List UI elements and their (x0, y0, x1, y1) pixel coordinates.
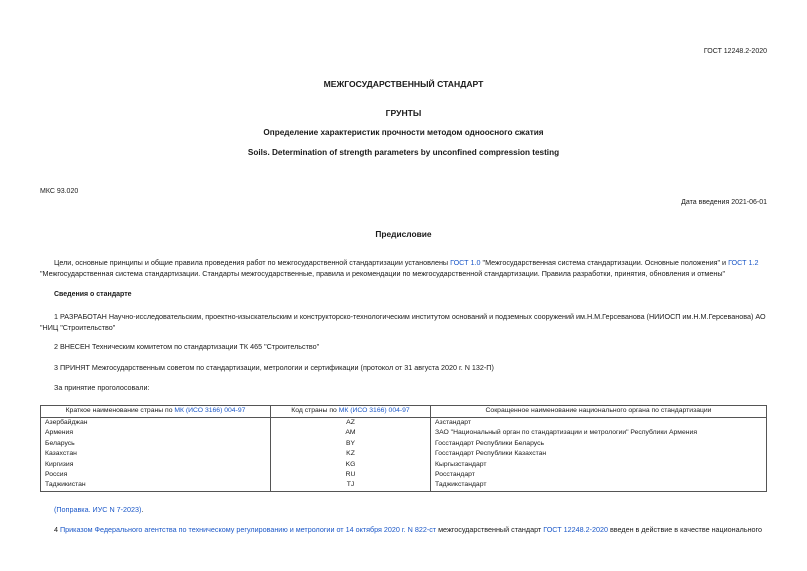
table-row (41, 418, 767, 429)
amendment-note: (Поправка. ИУС N 7-2023). (54, 505, 144, 514)
country-name: Беларусь (41, 439, 271, 449)
item-4-enacted: 4 Приказом Федерального агентства по техническому регулированию и метрологии от 14 октября 2020 г. N 822-ст межгосударственный стандарт ГОСТ 12248.2-2020 введен в действие в качестве национального (54, 525, 763, 534)
standards-body: Кыргызстандарт (431, 460, 767, 470)
gost-1-2-link[interactable]: ГОСТ 1.2 (728, 258, 759, 267)
country-code: RU (271, 470, 431, 480)
country-code: KZ (271, 449, 431, 459)
country-name: Казахстан (41, 449, 271, 459)
voted-label: За принятие проголосовали: (54, 383, 150, 392)
standards-body: Госстандарт Республики Казахстан (431, 449, 767, 459)
amendment-link[interactable]: (Поправка. ИУС N 7-2023) (54, 505, 142, 514)
table-row (41, 480, 767, 491)
standards-body: Госстандарт Республики Беларусь (431, 439, 767, 449)
table-row (41, 449, 767, 459)
header-country-code: Код страны по МК (ИСО 3166) 004-97 (271, 406, 431, 418)
intro-date: Дата введения 2021-06-01 (681, 199, 767, 206)
mk-iso-link-col1[interactable]: МК (ИСО 3166) 004-97 (174, 407, 246, 415)
rosstandart-order-link[interactable]: Приказом Федерального агентства по техническому регулированию и метрологии от 14 октября 2020 г. N 822-ст (60, 525, 437, 534)
preface-paragraph-1: Цели, основные принципы и общие правила проведения работ по межгосударственной стандартизации установлены ГОСТ 1.0 "Межгосударственная система стандартизации. Основные положения" и ГОСТ 1.2 "Межгосударственная система стандартизации. Стандарты межгосударственные, правила и рекомендации по межгосударственной стандартизации. Правила разработки, принятия, обновления и отмены" (40, 258, 759, 278)
info-heading: Сведения о стандарте (54, 291, 132, 298)
country-name: Таджикистан (41, 480, 271, 491)
country-code: AZ (271, 418, 431, 429)
country-code: KG (271, 460, 431, 470)
gost-12248-2-link[interactable]: ГОСТ 12248.2-2020 (543, 525, 608, 534)
standards-body: Азстандарт (431, 418, 767, 429)
header-standards-body: Сокращенное наименование национального органа по стандартизации (431, 406, 767, 418)
country-code: TJ (271, 480, 431, 491)
item-1-developed: 1 РАЗРАБОТАН Научно-исследовательским, проектно-изыскательским и конструкторско-технологическим институтом оснований и подземных сооружений им.Н.М.Герсеванова (НИИОСП им.Н.М.Герсеванова) АО "НИЦ "Строительство" (40, 312, 766, 332)
countries-table (40, 405, 767, 492)
document-code: ГОСТ 12248.2-2020 (703, 48, 767, 55)
header-country-name: Краткое наименование страны по МК (ИСО 3166) 004-97 (41, 406, 271, 418)
standards-body: Таджикстандарт (431, 480, 767, 491)
country-name: Азербайджан (41, 418, 271, 429)
standards-body: ЗАО "Национальный орган по стандартизации и метрологии" Республики Армения (431, 428, 767, 438)
table-header-row (41, 406, 767, 418)
standard-subject: ГРУНТЫ (385, 108, 422, 118)
standard-kind: МЕЖГОСУДАРСТВЕННЫЙ СТАНДАРТ (323, 79, 484, 89)
table-row (41, 460, 767, 470)
item-2-introduced: 2 ВНЕСЕН Техническим комитетом по стандартизации ТК 465 "Строительство" (54, 342, 320, 351)
item-3-adopted: 3 ПРИНЯТ Межгосударственным советом по стандартизации, метрологии и сертификации (протокол от 31 августа 2020 г. N 132-П) (54, 363, 494, 372)
mk-iso-link-col2[interactable]: МК (ИСО 3166) 004-97 (338, 407, 410, 415)
mks-code: МКС 93.020 (40, 188, 79, 195)
country-code: BY (271, 439, 431, 449)
table-row (41, 470, 767, 480)
standard-title-ru: Определение характеристик прочности методом одноосного сжатия (263, 128, 544, 137)
country-name: Киргизия (41, 460, 271, 470)
table-row (41, 428, 767, 438)
country-code: AM (271, 428, 431, 438)
country-name: Россия (41, 470, 271, 480)
country-name: Армения (41, 428, 271, 438)
gost-1-0-link[interactable]: ГОСТ 1.0 (450, 258, 481, 267)
standard-title-en: Soils. Determination of strength parameters by unconfined compression testing (247, 148, 560, 157)
table-row (41, 439, 767, 449)
preface-heading: Предисловие (375, 229, 432, 239)
standards-body: Росстандарт (431, 470, 767, 480)
